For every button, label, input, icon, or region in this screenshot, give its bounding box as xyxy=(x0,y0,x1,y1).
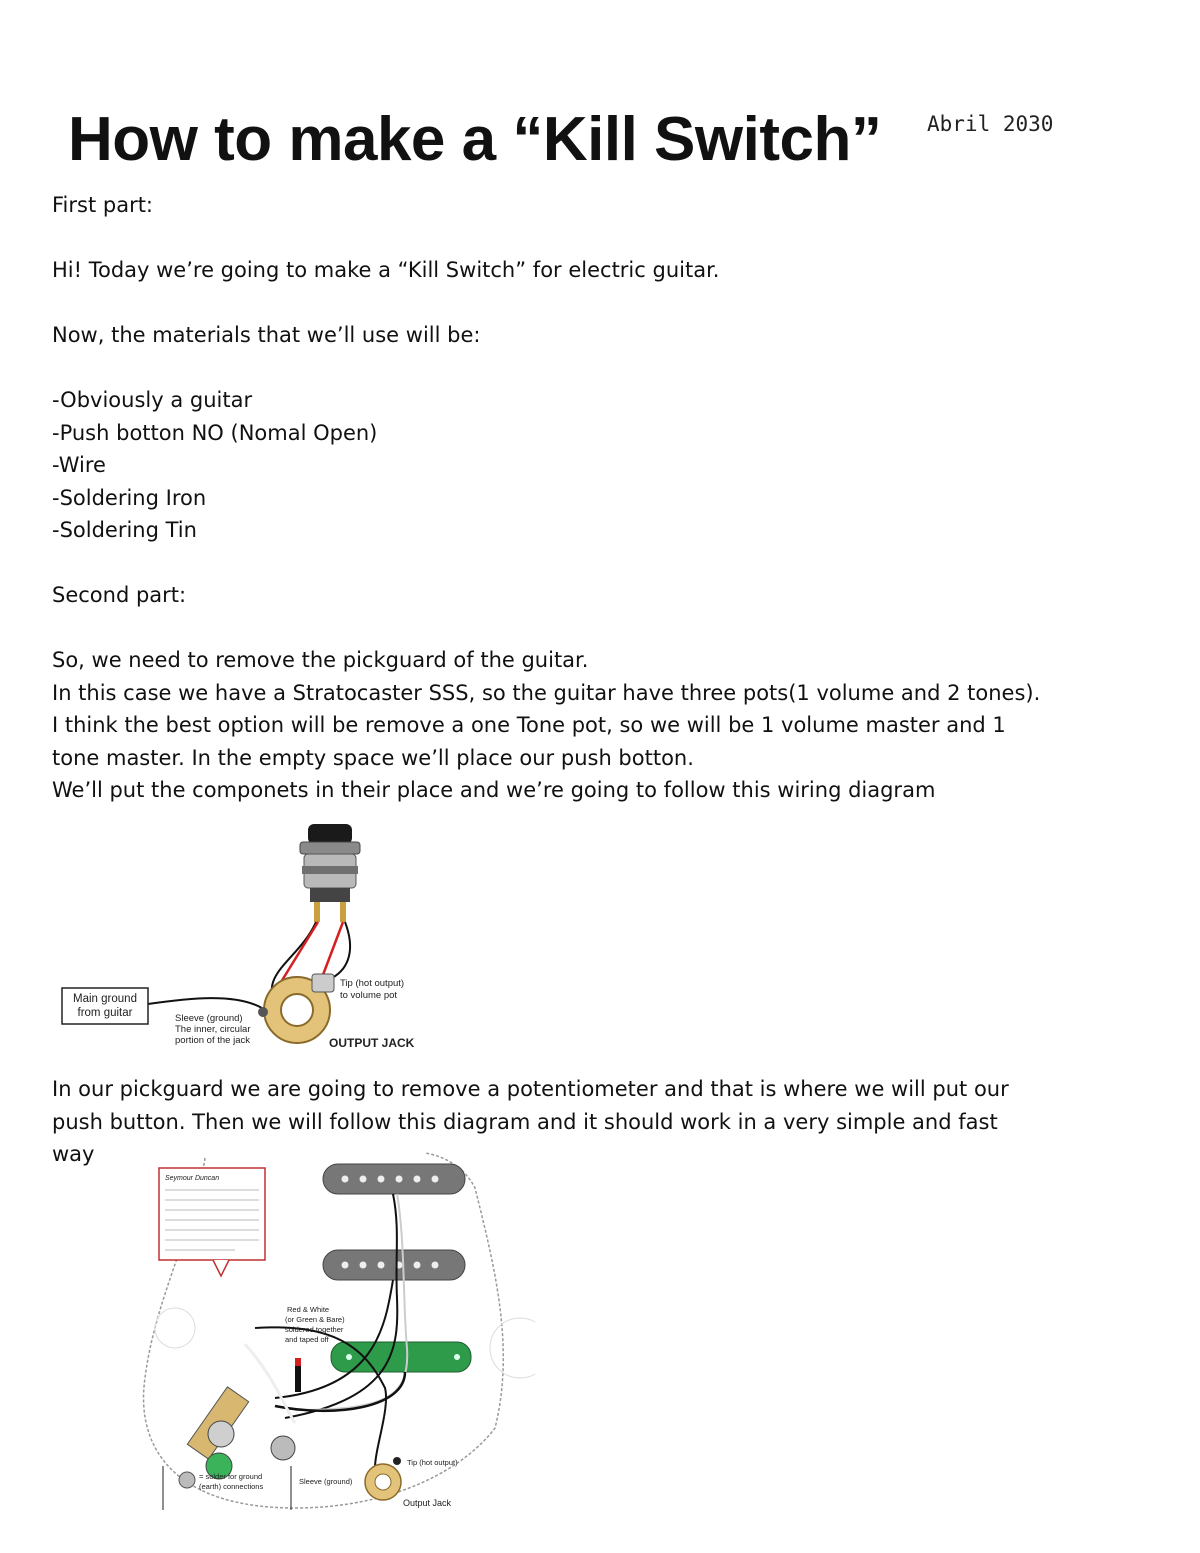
main-ground-label: Main ground xyxy=(73,993,137,1005)
paragraph-line: In this case we have a Stratocaster SSS, so the guitar have three pots(1 volume and 2 tones). xyxy=(52,680,1041,705)
material-item: -Wire xyxy=(52,453,106,477)
red-white-label: (or Green & Bare) xyxy=(285,1315,345,1324)
sleeve-label: Sleeve (ground) xyxy=(299,1477,353,1486)
output-jack-label: Output Jack xyxy=(403,1498,452,1508)
section-heading-first: First part: xyxy=(52,193,154,217)
paragraph-line: We’ll put the componets in their place and we’re going to follow this wiring diagram xyxy=(52,778,936,802)
paragraph-line: push button. Then we will follow this diagram and it should work in a very simple and fast xyxy=(52,1109,998,1134)
push-button-spot-icon xyxy=(271,1436,295,1460)
tip-label: to volume pot xyxy=(340,990,398,1001)
red-white-label: soldered together xyxy=(285,1325,344,1334)
note-box xyxy=(159,1168,265,1276)
main-ground-label: from guitar xyxy=(77,1007,133,1019)
output-jack-illustration xyxy=(365,1457,401,1500)
section-heading-second: Second part: xyxy=(52,583,187,607)
volume-pot-icon xyxy=(208,1421,234,1447)
ground-legend-text: (earth) connections xyxy=(199,1482,264,1491)
date-label: Abril 2030 xyxy=(927,112,1054,136)
sleeve-label: The inner, circular xyxy=(175,1024,251,1035)
taped-wires-icon xyxy=(295,1364,301,1392)
paragraph-line: tone master. In the empty space we’ll place our push botton. xyxy=(52,745,694,770)
stratocaster-wiring-diagram xyxy=(135,1148,535,1518)
sleeve-label: Sleeve (ground) xyxy=(175,1013,243,1024)
paragraph-line: In our pickguard we are going to remove a potentiometer and that is where we will put our xyxy=(52,1077,1009,1101)
red-white-label: and taped off xyxy=(285,1335,329,1344)
neck-pickup-icon xyxy=(323,1164,465,1194)
push-button-illustration xyxy=(300,824,360,922)
material-item: -Soldering Iron xyxy=(52,485,207,510)
page-title: How to make a “Kill Switch” xyxy=(68,105,882,174)
intro-greeting: Hi! Today we’re going to make a “Kill Switch” for electric guitar. xyxy=(52,258,720,282)
materials-intro: Now, the materials that we’ll use will be: xyxy=(52,323,481,347)
ground-legend-text: = solder for ground xyxy=(199,1472,263,1481)
note-text: Seymour Duncan xyxy=(165,1175,220,1182)
tip-label: Tip (hot output) xyxy=(407,1458,458,1467)
output-jack-label: OUTPUT JACK xyxy=(329,1036,415,1050)
middle-pickup-icon xyxy=(323,1250,465,1280)
paragraph-line: So, we need to remove the pickguard of the guitar. xyxy=(52,648,589,672)
paragraph-line: I think the best option will be remove a one Tone pot, so we will be 1 volume master and 1 xyxy=(52,713,1006,737)
paragraph-line: way xyxy=(52,1142,95,1166)
text-block-intro xyxy=(52,189,1152,807)
material-item: -Push botton NO (Nomal Open) xyxy=(52,420,378,445)
ground-legend xyxy=(163,1466,353,1510)
red-white-label: Red & White xyxy=(287,1305,330,1314)
output-jack-illustration xyxy=(258,974,334,1043)
material-item: -Soldering Tin xyxy=(52,518,197,542)
sleeve-label: portion of the jack xyxy=(175,1035,250,1046)
tip-label: Tip (hot output) xyxy=(340,978,405,989)
material-item: -Obviously a guitar xyxy=(52,388,253,412)
output-jack-wiring-diagram xyxy=(50,818,430,1058)
